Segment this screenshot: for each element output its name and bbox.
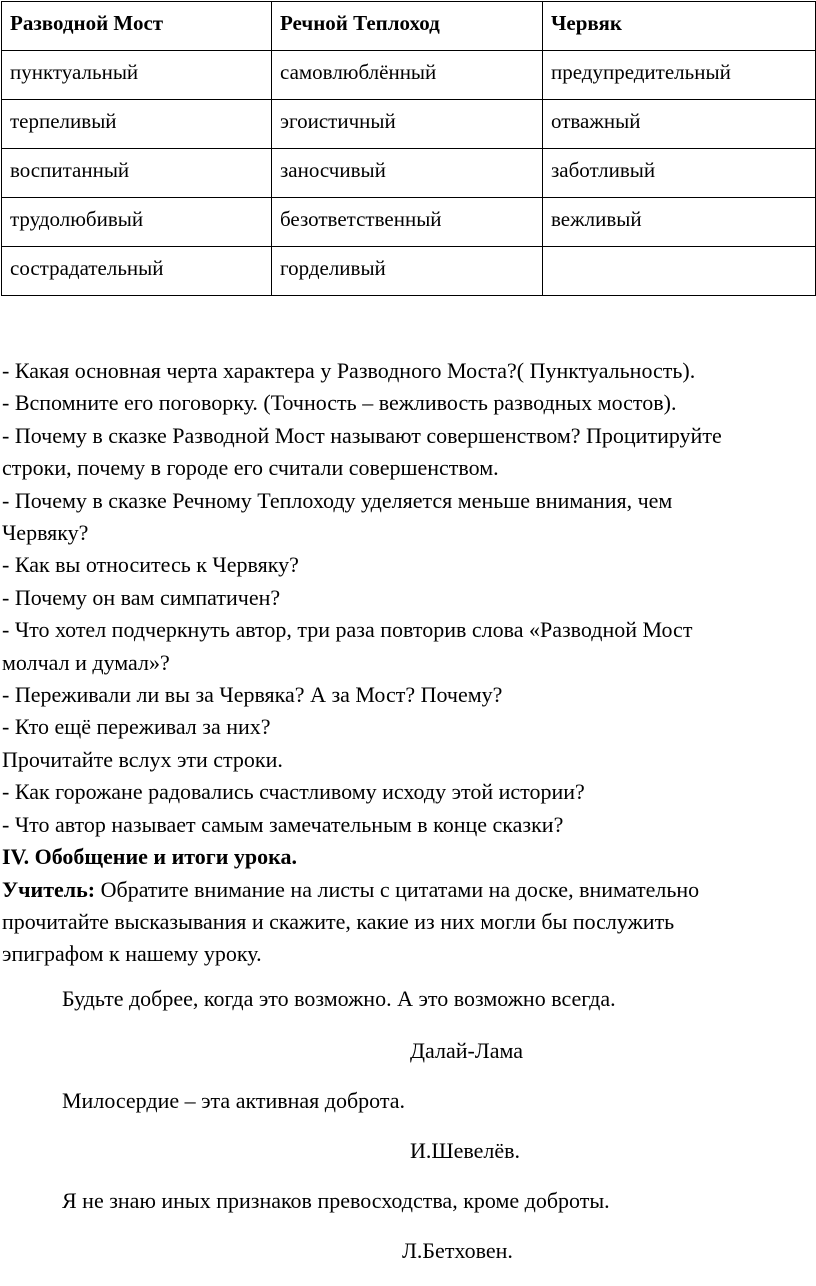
table-cell: горделивый — [272, 247, 543, 296]
question-line: - Почему в сказке Речному Теплоходу уделяется меньше внимания, чем — [2, 487, 673, 513]
question-line: Червяку? — [2, 520, 89, 546]
section-heading: IV. Обобщение и итоги урока. — [2, 844, 298, 870]
table-header-row — [2, 2, 816, 51]
teacher-text: Обратите внимание на листы с цитатами на доске, внимательно — [95, 876, 700, 902]
question-line: - Вспомните его поговорку. (Точность – вежливость разводных мостов). — [2, 390, 677, 416]
quote-text: Будьте добрее, когда это возможно. А это возможно всегда. — [62, 986, 616, 1011]
table-cell: заносчивый — [272, 149, 543, 198]
question-line: - Как вы относитесь к Червяку? — [2, 552, 299, 578]
table-cell: эгоистичный — [272, 100, 543, 149]
lesson-text — [2, 355, 814, 971]
question-line: - Что автор называет самым замечательным в конце сказки? — [2, 811, 564, 837]
teacher-line: прочитайте высказывания и скажите, какие из них могли бы послужить — [2, 908, 675, 934]
table-row — [2, 51, 816, 100]
table-row — [2, 247, 816, 296]
teacher-line: эпиграфом к нашему уроку. — [2, 941, 262, 967]
quote-text: Я не знаю иных признаков превосходства, кроме доброты. — [62, 1188, 610, 1213]
header-rechnoy-teplokhod: Речной Теплоход — [272, 2, 543, 51]
table-cell: пунктуальный — [2, 51, 272, 100]
quote-author: Л.Бетховен. — [402, 1238, 513, 1263]
table-cell: предупредительный — [543, 51, 816, 100]
question-line: - Почему он вам симпатичен? — [2, 584, 281, 610]
traits-table — [1, 1, 816, 296]
table-row — [2, 198, 816, 247]
table-row — [2, 100, 816, 149]
table-cell: воспитанный — [2, 149, 272, 198]
question-line: молчал и думал»? — [2, 649, 170, 675]
table-cell: вежливый — [543, 198, 816, 247]
table-cell: терпеливый — [2, 100, 272, 149]
quote-author: Далай-Лама — [410, 1038, 524, 1063]
table-cell: заботливый — [543, 149, 816, 198]
teacher-line — [2, 874, 814, 906]
teacher-label: Учитель: — [2, 876, 96, 902]
question-line: - Кто ещё переживал за них? — [2, 714, 271, 740]
table-cell: трудолюбивый — [2, 198, 272, 247]
question-line: - Что хотел подчеркнуть автор, три раза повторив слова «Разводной Мост — [2, 617, 693, 643]
header-razvodnoy-most: Разводной Мост — [2, 2, 272, 51]
quote-text: Милосердие – эта активная доброта. — [62, 1088, 406, 1113]
table-cell — [543, 247, 816, 296]
table-cell: отважный — [543, 100, 816, 149]
table-cell: самовлюблённый — [272, 51, 543, 100]
quote-author: И.Шевелёв. — [410, 1138, 520, 1163]
question-line: - Какая основная черта характера у Разводного Моста?( Пунктуальность). — [2, 358, 696, 383]
question-line: - Переживали ли вы за Червяка? А за Мост? Почему? — [2, 682, 503, 708]
question-line: Прочитайте вслух эти строки. — [2, 746, 283, 772]
question-line: - Как горожане радовались счастливому исходу этой истории? — [2, 779, 585, 805]
table-cell: сострадательный — [2, 247, 272, 296]
header-chervyak: Червяк — [543, 2, 816, 51]
table-row — [2, 149, 816, 198]
question-line: - Почему в сказке Разводной Мост называют совершенством? Процитируйте — [2, 422, 722, 448]
question-line: строки, почему в городе его считали совершенством. — [2, 455, 499, 481]
table-cell: безответственный — [272, 198, 543, 247]
